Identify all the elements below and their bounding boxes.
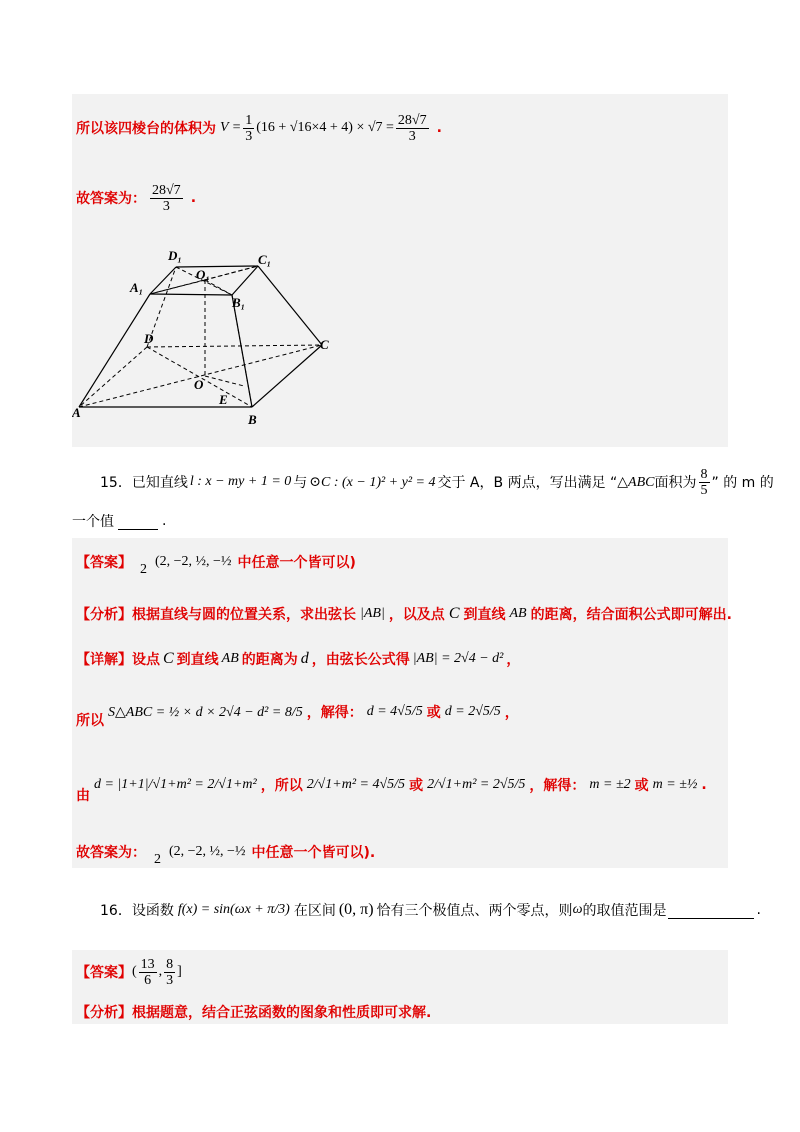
ans16-answer-tag: 【答案】 — [76, 965, 132, 981]
ans15-detail-c: C — [163, 650, 174, 667]
ans16-analysis-text: 根据题意，结合正弦函数的图象和性质即可求解. — [132, 1005, 432, 1021]
frustum-figure — [72, 240, 362, 440]
q16-text4: 的取值范围是 — [582, 903, 667, 919]
ans15-final-line — [76, 836, 375, 868]
q16-answer-blank[interactable] — [668, 902, 754, 919]
ans15-detail-c2: 的距离为 — [241, 652, 298, 668]
q16-function: f(x) = sin(ωx + π/3) — [177, 902, 290, 917]
ans15-answer-note: 中任意一个皆可以) — [237, 555, 356, 571]
ans15-area-formula: S△ABC = ½ × d × 2√4 − d² = 8/5 — [108, 704, 303, 720]
label-B: B — [248, 412, 257, 427]
ans15-final-intro: 故答案为： — [76, 845, 146, 861]
ans15-so: 所以 — [76, 713, 104, 729]
ans15-m2: m = ±½ — [652, 777, 698, 792]
ans15-dist-end: . — [701, 777, 707, 793]
answer-14-intro: 故答案为： — [76, 191, 146, 207]
ans15-chord-formula: |AB| = 2√4 − d² — [412, 651, 504, 666]
ans15-area-end: ， — [504, 705, 519, 721]
ans15-answer-set: (2, −2, ½, −½ — [155, 554, 232, 569]
q15-text2: 与 — [293, 475, 308, 491]
q15-number: 15． — [100, 475, 132, 491]
q15-line2 — [72, 508, 166, 534]
volume-result: $\frac{28√7}{3}$ — [397, 112, 427, 144]
q16-line — [100, 888, 761, 932]
q15-triangle: △ABC — [617, 474, 655, 490]
ans16-answer-line — [76, 954, 182, 990]
volume-period: . — [436, 120, 442, 136]
ans15-analysis-text-d: 的距离，结合面积公式即可解出. — [530, 607, 732, 623]
ans16-open: ( — [132, 964, 137, 979]
ans15-d2: d = 2√5/5 — [444, 704, 501, 719]
ans15-eq1: 2/√1+m² = 4√5/5 — [306, 777, 406, 792]
ans15-answer-tag: 【答案】 — [76, 555, 132, 571]
q16-text2: 在区间 — [293, 903, 336, 919]
q16-text1: 设函数 — [131, 903, 174, 919]
volume-text: 所以该四棱台的体积为 — [76, 121, 216, 137]
ans15-analysis-ab: |AB| — [360, 606, 385, 621]
volume-line — [76, 100, 442, 156]
ans15-final-set: (2, −2, ½, −½ — [169, 844, 246, 859]
q16-omega: ω — [572, 902, 583, 917]
ans15-final-value: 2 — [154, 852, 161, 867]
ans15-answer-line — [76, 544, 356, 580]
ans15-analysis-ab2: AB — [509, 606, 527, 621]
ans15-analysis-line — [76, 600, 732, 628]
q16-text3: 恰有三个极值点、两个零点，则 — [376, 903, 573, 919]
ans15-distance-line — [76, 760, 707, 810]
ans15-analysis-tag: 【分析】 — [76, 607, 132, 623]
ans15-so2: ，所以 — [260, 778, 303, 794]
ans15-answer-value: 2 — [140, 562, 147, 577]
q15-line1 — [100, 462, 774, 502]
answer-14-value: $\frac{28√7}{3}$ — [152, 182, 181, 214]
q15-circle-eq: ⊙C : (x − 1)² + y² = 4 — [309, 474, 436, 490]
volume-mid: (16 + √16×4 + 4) × √7 = — [256, 120, 394, 135]
label-O: O — [194, 377, 204, 392]
ans15-analysis-text-a: 根据直线与圆的位置关系，求出弦长 — [132, 607, 356, 623]
ans15-or: 或 — [426, 705, 441, 721]
q16-text5: . — [756, 902, 761, 918]
label-O1: O₁ — [196, 267, 210, 282]
ans15-analysis-c: C — [448, 605, 460, 622]
ans15-m1: m = ±2 — [589, 777, 631, 792]
ans15-area-line — [76, 690, 519, 734]
ans15-solve: ，解得： — [306, 705, 363, 721]
ans16-comma: , — [158, 964, 163, 979]
one-third: $\frac{1}{3}$ — [245, 112, 253, 144]
answer-14-period: . — [190, 190, 197, 206]
ans16-analysis-line — [76, 1000, 431, 1024]
q15-text3: 交于 A，B 两点，写出满足 “ — [437, 475, 618, 491]
label-B1: B₁ — [232, 295, 246, 310]
ans15-d1: d = 4√5/5 — [366, 704, 423, 719]
label-D1: D₁ — [168, 248, 182, 263]
label-E: E — [219, 392, 228, 407]
label-A: A — [72, 405, 81, 420]
ans15-analysis-text-c: 到直线 — [463, 607, 506, 623]
q15-area-fraction: $\frac{8}{5}$ — [700, 466, 708, 498]
ans15-detail-e: ，由弦长公式得 — [311, 652, 410, 668]
answer-14-line — [76, 170, 196, 226]
ans15-you: 由 — [76, 788, 90, 804]
ans15-or3: 或 — [409, 778, 424, 794]
ans15-detail-f: ， — [506, 652, 521, 668]
q15-line-eq: l : x − my + 1 = 0 — [189, 474, 292, 489]
label-A1: A₁ — [130, 280, 144, 295]
ans16-frac-13-6: $\frac{13}{6}$ — [140, 956, 155, 988]
ans15-eq2: 2/√1+m² = 2√5/5 — [427, 777, 526, 792]
q15-text4: 面积为 — [654, 475, 697, 491]
q16-interval: (0, π) — [338, 901, 374, 918]
ans15-detail-line — [76, 644, 520, 674]
q15-text7: . — [162, 513, 167, 529]
ans15-distance-formula: d = |1+1|/√1+m² = 2/√1+m² — [94, 777, 257, 792]
volume-lhs: V = — [220, 120, 242, 135]
label-C: C — [320, 337, 329, 352]
label-C1: C₁ — [258, 252, 272, 267]
label-D: D — [144, 331, 154, 346]
ans15-detail-b: 到直线 — [176, 652, 219, 668]
ans16-frac-8-3: $\frac{8}{3}$ — [166, 956, 174, 988]
ans15-detail-tag: 【详解】 — [76, 652, 132, 668]
ans15-or4: 或 — [634, 778, 649, 794]
ans15-detail-a: 设点 — [132, 652, 160, 668]
ans15-analysis-text-b: ，以及点 — [388, 607, 445, 623]
q16-number: 16． — [100, 903, 132, 919]
ans16-analysis-tag: 【分析】 — [76, 1005, 132, 1021]
q15-text1: 已知直线 — [131, 475, 188, 491]
ans16-close: ] — [177, 964, 182, 979]
ans15-final-note: 中任意一个皆可以). — [251, 845, 376, 861]
q15-text6: 一个值 — [72, 514, 114, 530]
ans15-solve2: ，解得： — [529, 778, 586, 794]
q15-text5: ” 的 m 的 — [711, 475, 774, 491]
ans15-detail-d: d — [300, 650, 309, 667]
ans15-detail-ab: AB — [221, 651, 239, 666]
q15-answer-blank[interactable] — [118, 513, 158, 530]
